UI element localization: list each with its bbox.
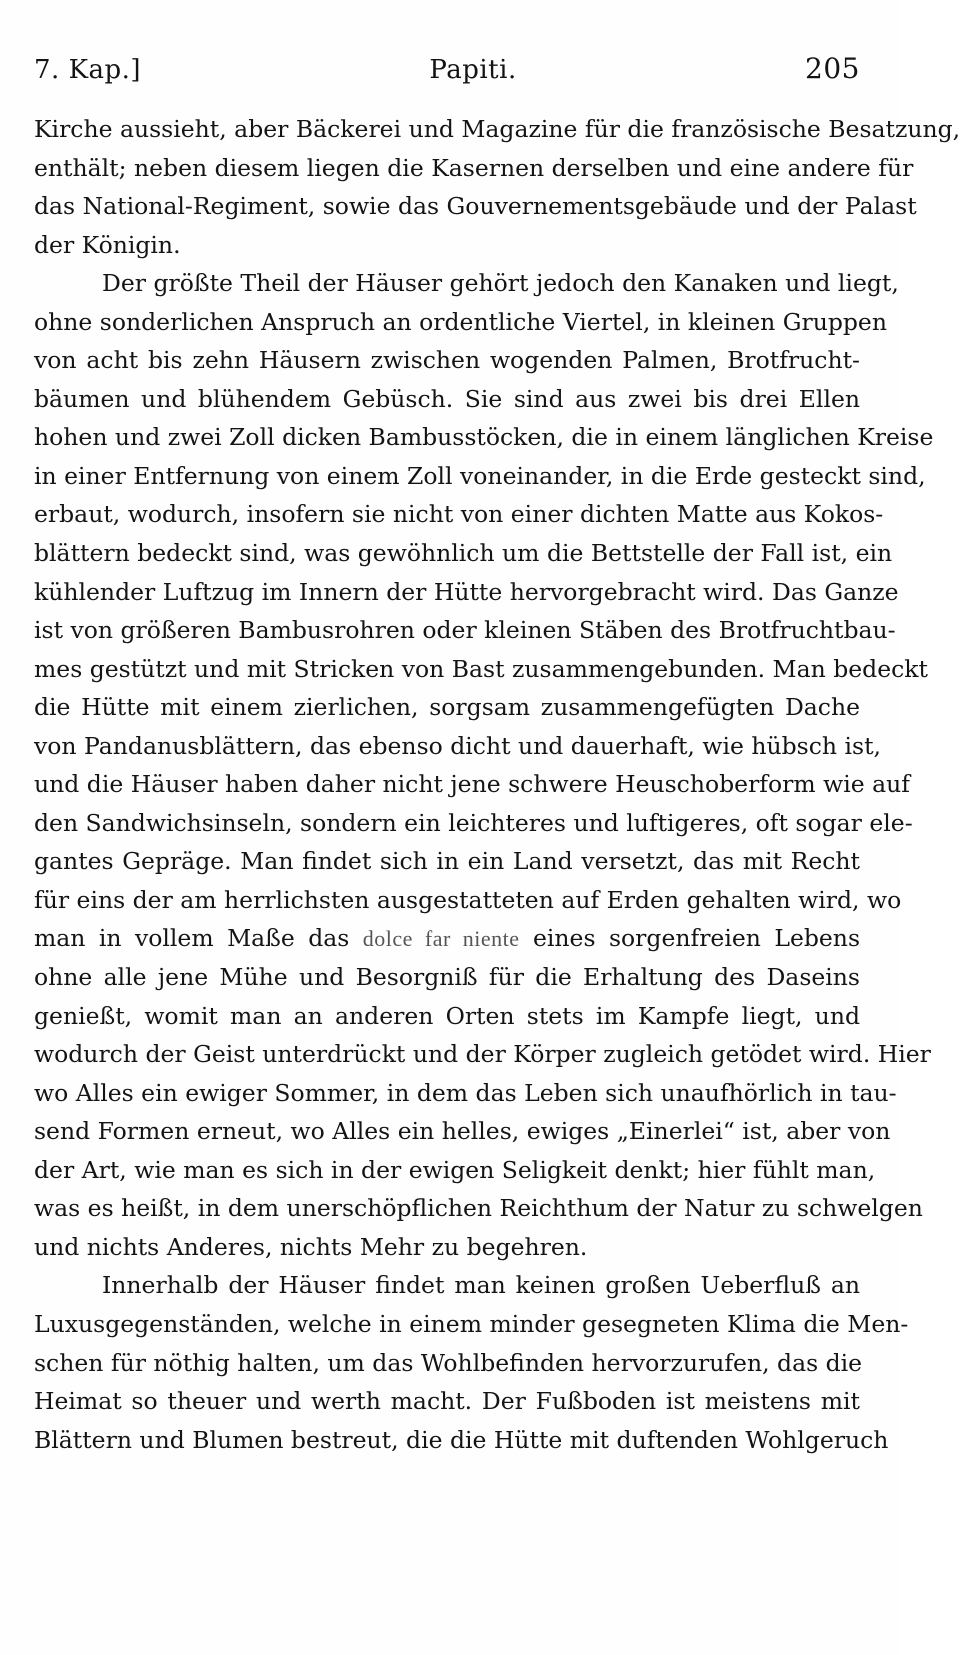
text-line: von acht bis zehn Häusern zwischen wogenden Palmen, Brotfrucht- — [34, 346, 860, 375]
running-head — [34, 52, 860, 92]
latin-phrase: dolce far niente — [362, 926, 520, 952]
text-line: der Art, wie man es sich in der ewigen Seligkeit denkt; hier fühlt man, — [34, 1155, 876, 1184]
text-line: den Sandwichsinseln, sondern ein leichteres und luftigeres, oft sogar ele- — [34, 808, 913, 837]
text-line: was es heißt, in dem unerschöpflichen Reichthum der Natur zu schwelgen — [34, 1194, 923, 1223]
text-line: schen für nöthig halten, um das Wohlbefinden hervorzurufen, das die — [34, 1348, 863, 1377]
text-line-with-latin — [34, 919, 860, 958]
text-line: gantes Gepräge. Man findet sich in ein Land versetzt, das mit Recht — [34, 847, 860, 876]
text-line: und die Häuser haben daher nicht jene schwere Heuschoberform wie auf — [34, 770, 910, 799]
chapter-reference: 7. Kap.] — [34, 55, 142, 85]
text-line: ist von größeren Bambusrohren oder kleinen Stäben des Brotfruchtbau- — [34, 616, 896, 645]
text-line: und nichts Anderes, nichts Mehr zu begehren. — [34, 1232, 588, 1261]
text-line: für eins der am herrlichsten ausgestatteten auf Erden gehalten wird, wo — [34, 885, 902, 914]
body-text — [34, 110, 960, 1459]
text-line: von Pandanusblättern, das ebenso dicht und dauerhaft, wie hübsch ist, — [34, 731, 881, 760]
text-line: bäumen und blühendem Gebüsch. Sie sind aus zwei bis drei Ellen — [34, 384, 860, 413]
text-line: enthält; neben diesem liegen die Kasernen derselben und eine andere für — [34, 153, 914, 182]
text-line: Blättern und Blumen bestreut, die die Hütte mit duftenden Wohlgeruch — [34, 1425, 889, 1454]
running-title: Papiti. — [429, 55, 517, 85]
text-line: Kirche aussieht, aber Bäckerei und Magazine für die französische Besatzung, — [34, 115, 960, 143]
text-line: erbaut, wodurch, insofern sie nicht von einer dichten Matte aus Kokos- — [34, 500, 884, 529]
text-line: hohen und zwei Zoll dicken Bambusstöcken, die in einem länglichen Kreise — [34, 423, 934, 452]
text-line: der Königin. — [34, 230, 181, 259]
text-fragment: man in vollem Maße das — [34, 924, 363, 953]
text-line: wo Alles ein ewiger Sommer, in dem das Leben sich unaufhörlich in tau- — [34, 1078, 897, 1107]
text-line: wodurch der Geist unterdrückt und der Körper zugleich getödet wird. Hier — [34, 1040, 931, 1069]
text-line: Luxusgegenständen, welche in einem minder gesegneten Klima die Men- — [34, 1309, 909, 1338]
text-line: blättern bedeckt sind, was gewöhnlich um die Bettstelle der Fall ist, ein — [34, 539, 893, 568]
text-line: mes gestützt und mit Stricken von Bast zusammengebunden. Man bedeckt — [34, 654, 928, 683]
text-line: ohne alle jene Mühe und Besorgniß für die Erhaltung des Daseins — [34, 963, 860, 992]
text-line: ohne sonderlichen Anspruch an ordentliche Viertel, in kleinen Gruppen — [34, 307, 887, 336]
paragraph-first-line: Der größte Theil der Häuser gehört jedoch den Kanaken und liegt, — [102, 269, 899, 298]
page-number: 205 — [805, 52, 860, 85]
text-fragment: eines sorgenfreien Lebens — [519, 924, 860, 953]
text-line: kühlender Luftzug im Innern der Hütte hervorgebracht wird. Das Ganze — [34, 577, 899, 606]
text-line: in einer Entfernung von einem Zoll voneinander, in die Erde gesteckt sind, — [34, 461, 926, 490]
text-line: die Hütte mit einem zierlichen, sorgsam zusammengefügten Dache — [34, 693, 860, 722]
text-line: send Formen erneut, wo Alles ein helles, ewiges „Einerlei“ ist, aber von — [34, 1117, 891, 1146]
paragraph-first-line: Innerhalb der Häuser findet man keinen großen Ueberfluß an — [102, 1271, 860, 1300]
text-line: genießt, womit man an anderen Orten stets im Kampfe liegt, und — [34, 1001, 860, 1030]
text-line: Heimat so theuer und werth macht. Der Fußboden ist meistens mit — [34, 1387, 860, 1416]
text-line: das National-Regiment, sowie das Gouvernementsgebäude und der Palast — [34, 192, 917, 221]
